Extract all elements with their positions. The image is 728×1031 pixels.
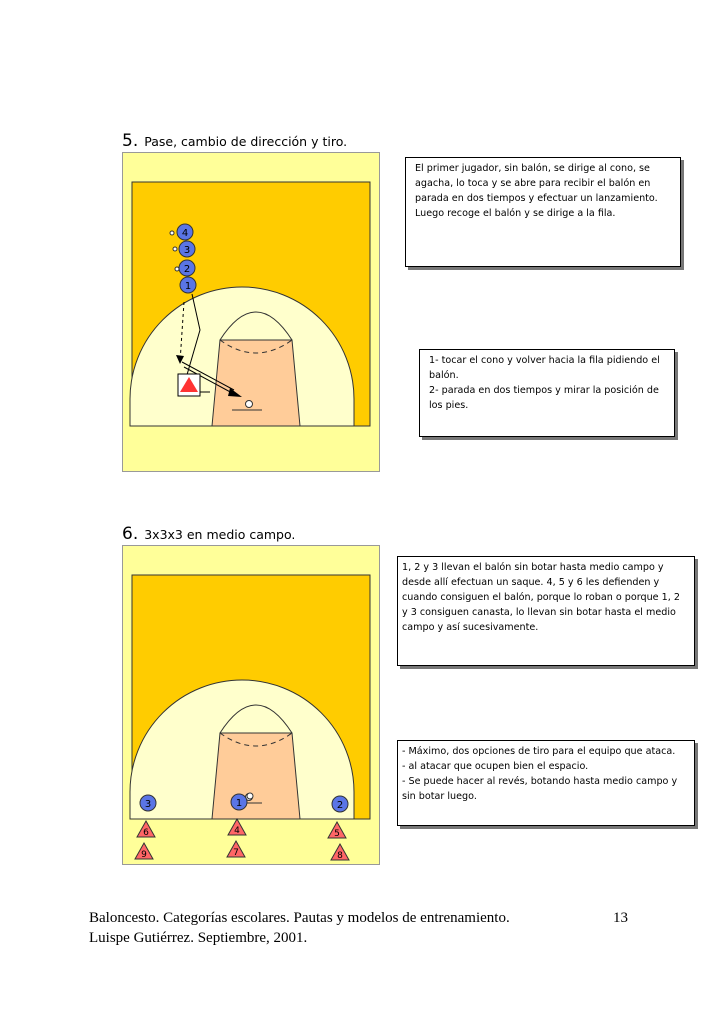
footer-line-2: Luispe Gutiérrez. Septiembre, 2001. [89,930,308,946]
exercise-6-point: - Se puede hacer al revés, botando hasta medio campo y sin botar luego. [402,776,678,802]
cone-marker [178,374,200,396]
exercise-6-description-box [397,556,695,666]
defender-label: 9 [141,850,147,860]
exercise-5-court [122,152,380,472]
player-label: 3 [183,245,191,256]
defender-label: 6 [143,828,149,838]
exercise-5-points-box [419,349,675,437]
defender-label: 4 [234,826,240,836]
exercise-5-description: El primer jugador, sin balón, se dirige al cono, se agacha, lo toca y se abre para recibir el balón en parada en dos tiempos y efectuar un lanzamiento. Luego recoge el balón y se dirige a la fila. [415,163,658,219]
exercise-5-heading [122,131,347,151]
player-label: 4 [181,228,189,239]
exercise-6-point: - Máximo, dos opciones de tiro para el equipo que ataca. [402,746,676,757]
ball-icon [170,231,174,235]
ball-icon [175,267,179,271]
hoop [246,401,253,408]
exercise-6-point: - al atacar que ocupen bien el espacio. [402,761,589,772]
exercise-6-number: 6. [122,524,139,544]
exercise-5-description-box [405,157,681,267]
ball-icon [247,793,253,799]
player-1 [180,277,196,293]
exercise-6-heading [122,524,295,544]
player-label: 1 [235,798,243,809]
exercise-6-court [122,545,380,865]
player-label: 3 [144,799,152,810]
exercise-6-title: 3x3x3 en medio campo. [144,527,296,542]
attacker-3 [140,795,156,811]
player-label: 2 [183,264,191,275]
page-number: 13 [613,910,628,926]
attacker-2 [332,796,348,812]
defender-label: 5 [334,829,340,839]
player-label: 1 [184,281,192,292]
exercise-5-title: Pase, cambio de dirección y tiro. [144,134,348,149]
ball-icon [173,247,177,251]
exercise-5-point: 2- parada en dos tiempos y mirar la posición de los pies. [429,385,659,411]
exercise-6-points-box [397,740,695,826]
exercise-6-description: 1, 2 y 3 llevan el balón sin botar hasta medio campo y desde allí efectuan un saque. 4, 5 y 6 les defienden y cuando consiguen el balón, porque lo roban o porque 1, 2 y 3 consiguen canasta, lo llevan sin botar hasta el medio campo y así sucesivamente. [402,562,680,633]
defender-label: 7 [233,848,239,858]
exercise-5-point: 1- tocar el cono y volver hacia la fila pidiendo el balón. [429,355,660,381]
exercise-5-number: 5. [122,131,139,151]
footer [89,908,510,948]
footer-line-1: Baloncesto. Categorías escolares. Pautas y modelos de entrenamiento. [89,910,510,926]
player-label: 2 [336,800,344,811]
defender-label: 8 [337,851,343,861]
